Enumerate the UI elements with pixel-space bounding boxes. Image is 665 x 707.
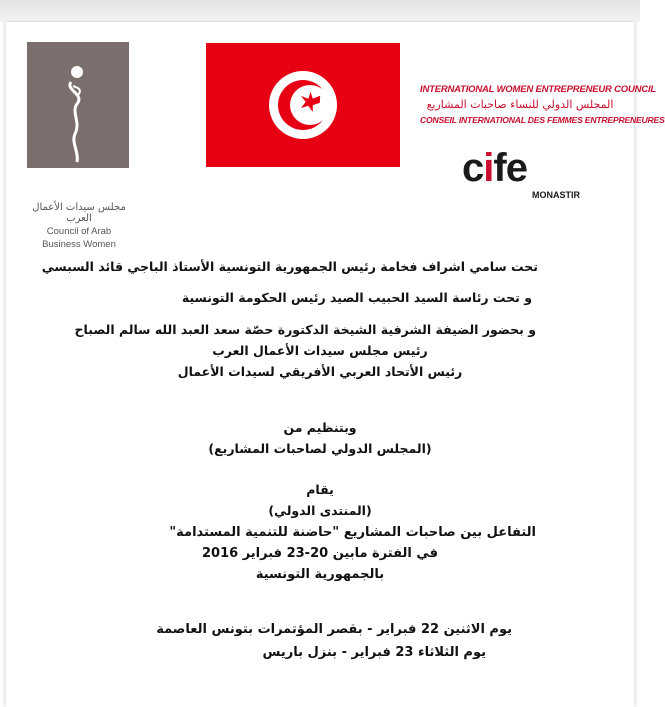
event-country: بالجمهورية التونسية	[255, 567, 385, 582]
cife-logo	[462, 140, 622, 200]
guest-title-2: رئيس الأتحاد العربي الأفريقي لسيدات الأعمال	[177, 364, 463, 379]
cife-i: i	[483, 146, 494, 190]
cife-c: c	[462, 146, 484, 190]
iwec-english: INTERNATIONAL WOMEN ENTREPRENEUR COUNCIL	[420, 84, 657, 95]
woman-silhouette-icon	[27, 42, 129, 168]
patronage-line: تحت سامي اشراف فخامة رئيس الجمهورية التونسية الأستاذ الباجي قائد السبسي	[41, 259, 538, 274]
arab-council-arabic: مجلس سيدات الأعمال العرب	[32, 202, 126, 224]
top-strip	[0, 0, 640, 22]
logo-emblem	[27, 42, 129, 168]
guest-line: و بحضور الضيفة الشرفية الشيخة الدكتورة حصّة سعد العبد الله سالم الصباح	[74, 322, 536, 337]
iwec-arabic: المجلس الدولي للنساء صاحبات المشاريع	[426, 98, 614, 111]
organized-by-label: وبتنظيم من	[283, 420, 357, 435]
held-label: يقام	[306, 482, 334, 497]
cife-fe: fe	[493, 146, 527, 190]
guest-title-1: رئيس مجلس سيدات الأعمال العرب	[212, 343, 428, 358]
iwec-logo	[420, 84, 665, 125]
crescent-star-icon	[206, 43, 400, 167]
chair-line: و تحت رئاسة السيد الحبيب الصيد رئيس الحكومة التونسية	[181, 290, 532, 305]
forum-theme: التفاعل بين صاحبات المشاريع "حاضنة للتنمية المستدامة"	[169, 525, 536, 540]
arab-council-english-1: Council of Arab	[46, 226, 112, 237]
iwec-french: CONSEIL INTERNATIONAL DES FEMMES ENTREPRENEURES	[420, 115, 665, 125]
cife-city: MONASTIR	[532, 190, 580, 200]
tunisia-flag	[206, 43, 400, 167]
arab-business-women-logo	[24, 42, 134, 250]
arab-council-english-2: Business Women	[42, 239, 116, 250]
day1-schedule: يوم الاثنين 22 فبراير - بقصر المؤتمرات بتونس العاصمة	[156, 622, 512, 637]
event-period: في الفترة مابين 20-23 فبراير 2016	[202, 546, 438, 561]
forum-name: (المنتدى الدولي)	[268, 503, 372, 518]
cife-wordmark	[462, 146, 527, 191]
day2-schedule: يوم الثلاثاء 23 فبراير - بنزل باريس	[262, 645, 486, 660]
organizer-name: (المجلس الدولي لصاحبات المشاريع)	[208, 441, 432, 456]
